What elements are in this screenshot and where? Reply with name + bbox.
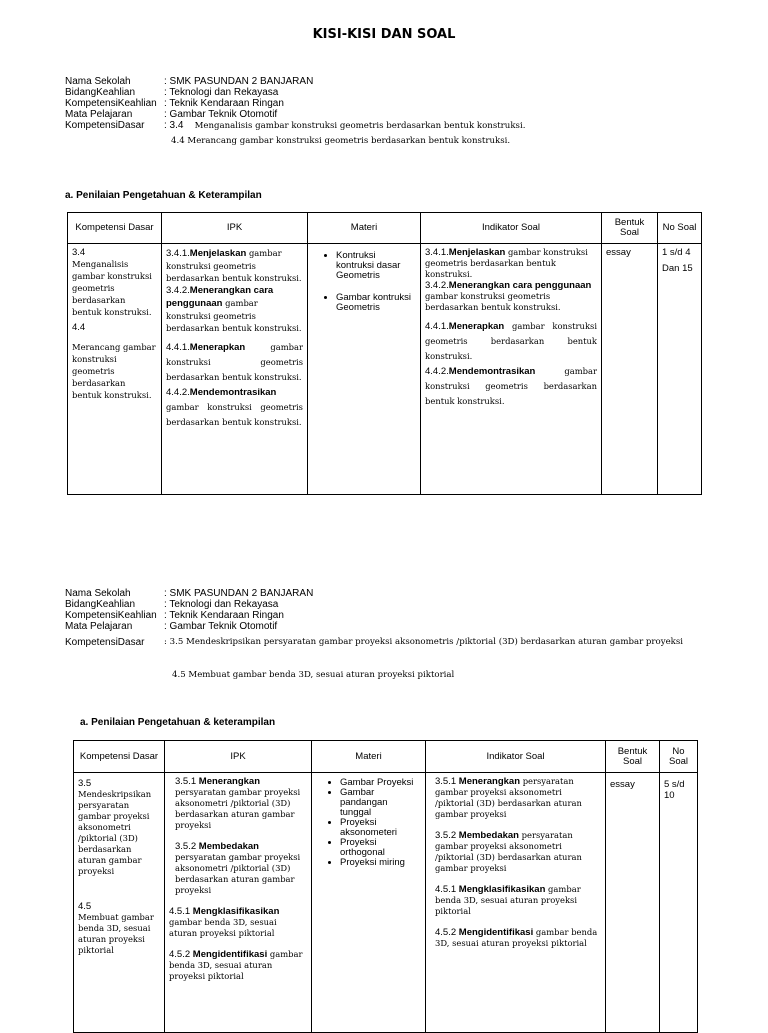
section-heading-1: a. Penilaian Pengetahuan & Keterampilan bbox=[65, 190, 262, 201]
header-materi: Materi bbox=[312, 741, 426, 773]
bentuk-cell bbox=[602, 244, 658, 495]
kd-code: 3.4 bbox=[72, 247, 86, 258]
ipk-item: 4.5.1 Mengklasifikasikan gambar benda 3D, sesuai aturan proyeksi piktorial bbox=[169, 906, 280, 938]
materi-item: • Proyeksi aksonometeri bbox=[340, 818, 421, 838]
info-label: BidangKeahlian bbox=[65, 599, 136, 610]
indikator-cell bbox=[421, 244, 602, 495]
kd-text: Merancang gambar konstruksi geometris berdasarkan bentuk konstruksi. bbox=[72, 342, 156, 400]
info-label: Mata Pelajaran bbox=[65, 621, 133, 632]
materi-cell bbox=[312, 773, 426, 1033]
materi-item: • Proyeksi orthogonal bbox=[340, 838, 421, 858]
header-materi: Materi bbox=[308, 213, 421, 244]
school-info-2 bbox=[65, 588, 705, 648]
no-soal: 1 s/d 4 bbox=[662, 247, 691, 258]
materi-cell bbox=[308, 244, 421, 495]
ipk-item: 4.5.2 Mengidentifikasi gambar benda 3D, sesuai aturan proyeksi piktorial bbox=[169, 949, 303, 981]
kd-label: KompetensiDasar bbox=[65, 637, 145, 648]
header-indikator: Indikator Soal bbox=[421, 213, 602, 244]
info-value: : Gambar Teknik Otomotif bbox=[164, 109, 278, 120]
kd-label: KompetensiDasar bbox=[65, 120, 145, 131]
bentuk-soal: essay bbox=[606, 247, 631, 258]
materi-item: • Kontruksi kontruksi dasar Geometris bbox=[336, 251, 416, 281]
no-cell bbox=[660, 773, 698, 1033]
info-label: KompetensiKeahlian bbox=[65, 98, 157, 109]
header-ipk: IPK bbox=[162, 213, 308, 244]
indikator-item: 4.4.1.Menerapkan gambar konstruksi geometris berdasarkan bentuk konstruksi. bbox=[425, 321, 597, 361]
info-value: : SMK PASUNDAN 2 BANJARAN bbox=[164, 588, 314, 599]
indikator-cell bbox=[426, 773, 606, 1033]
header-no: No Soal bbox=[658, 213, 702, 244]
kd-text: Mendeskripsikan persyaratan gambar proyeksi aksonometri /piktorial (3D) berdasarkan aturan gambar proyeksi bbox=[78, 789, 152, 876]
kd-cell bbox=[68, 244, 162, 495]
indikator-item: 3.4.2.Menerangkan cara penggunaan gambar konstruksi geometris berdasarkan bentuk konstruksi. bbox=[425, 280, 592, 312]
indikator-item: 3.4.1.Menjelaskan gambar konstruksi geometris berdasarkan bentuk konstruksi. bbox=[425, 247, 588, 279]
materi-item: • Gambar pandangan tunggal bbox=[340, 788, 421, 818]
indikator-item: 3.5.2 Membedakan persyaratan gambar proyeksi aksonometri /piktorial (3D) berdasarkan aturan gambar proyeksi bbox=[435, 830, 582, 873]
kisi-table-2 bbox=[73, 740, 698, 1033]
info-label: Nama Sekolah bbox=[65, 76, 131, 87]
no-soal: 5 s/d bbox=[664, 779, 685, 790]
info-value: : Teknologi dan Rekayasa bbox=[164, 599, 279, 610]
kd-line-1: : 3.5 Mendeskripsikan persyaratan gambar proyeksi aksonometris /piktorial (3D) berdasarkan aturan gambar proyeksi bbox=[164, 637, 684, 647]
info-label: Nama Sekolah bbox=[65, 588, 131, 599]
ipk-item: 4.4.1.Menerapkan gambar konstruksi geometris berdasarkan bentuk konstruksi. bbox=[166, 342, 303, 382]
kd-code: 4.5 bbox=[78, 901, 92, 912]
indikator-item: 3.5.1 Menerangkan persyaratan gambar proyeksi aksonometri /piktorial (3D) berdasarkan aturan gambar proyeksi bbox=[435, 776, 582, 819]
info-value: : SMK PASUNDAN 2 BANJARAN bbox=[164, 76, 314, 87]
header-kd: Kompetensi Dasar bbox=[74, 741, 165, 773]
no-cell bbox=[658, 244, 702, 495]
kd-text: Menganalisis gambar konstruksi geometris berdasarkan bentuk konstruksi. bbox=[72, 259, 152, 317]
ipk-item: 3.5.1 Menerangkan persyaratan gambar proyeksi aksonometri /piktorial (3D) berdasarkan aturan gambar proyeksi bbox=[175, 776, 301, 830]
info-value: : Teknologi dan Rekayasa bbox=[164, 87, 279, 98]
materi-item: • Gambar Proyeksi bbox=[340, 778, 421, 788]
kisi-table-1 bbox=[67, 212, 702, 495]
info-label: Mata Pelajaran bbox=[65, 109, 133, 120]
materi-item: • Gambar kontruksi Geometris bbox=[336, 293, 416, 313]
header-indikator: Indikator Soal bbox=[426, 741, 606, 773]
header-no: No Soal bbox=[660, 741, 698, 773]
school-info-1 bbox=[65, 76, 705, 132]
kd-colon: : 3.4 bbox=[164, 120, 184, 131]
bentuk-soal: essay bbox=[610, 779, 635, 790]
header-ipk: IPK bbox=[165, 741, 312, 773]
ipk-item: 3.4.2.Menerangkan cara penggunaan gambar konstruksi geometris berdasarkan bentuk konstruksi. bbox=[166, 285, 302, 333]
info-label: KompetensiKeahlian bbox=[65, 610, 157, 621]
info-value: : Teknik Kendaraan Ringan bbox=[164, 98, 284, 109]
bentuk-cell bbox=[606, 773, 660, 1033]
ipk-cell bbox=[165, 773, 312, 1033]
ipk-item: 4.4.2.Mendemontrasikan gambar konstruksi geometris berdasarkan bentuk konstruksi. bbox=[166, 387, 303, 427]
kd-text: Membuat gambar benda 3D, sesuai aturan proyeksi piktorial bbox=[78, 912, 154, 955]
ipk-item: 3.4.1.Menjelaskan gambar konstruksi geometris berdasarkan bentuk konstruksi. bbox=[166, 248, 302, 283]
kd-line-2: 4.4 Merancang gambar konstruksi geometris berdasarkan bentuk konstruksi. bbox=[171, 136, 511, 146]
indikator-item: 4.5.1 Mengklasifikasikan gambar benda 3D, sesuai aturan proyeksi piktorial bbox=[435, 884, 581, 916]
no-soal: Dan 15 bbox=[662, 263, 693, 274]
header-kd: Kompetensi Dasar bbox=[68, 213, 162, 244]
indikator-item: 4.5.2 Mengidentifikasi gambar benda 3D, sesuai aturan proyeksi piktorial bbox=[435, 927, 598, 948]
section-heading-2: a. Penilaian Pengetahuan & keterampilan bbox=[80, 717, 276, 728]
info-label: BidangKeahlian bbox=[65, 87, 136, 98]
kd-code: 4.4 bbox=[72, 322, 86, 333]
materi-item: • Proyeksi miring bbox=[340, 858, 421, 868]
page-title: KISI-KISI DAN SOAL bbox=[312, 27, 456, 42]
kd-code: 3.5 bbox=[78, 778, 92, 789]
no-soal: 10 bbox=[664, 790, 675, 801]
info-value: : Gambar Teknik Otomotif bbox=[164, 621, 278, 632]
kd-line-1: Menganalisis gambar konstruksi geometris berdasarkan bentuk konstruksi. bbox=[194, 121, 526, 131]
indikator-item: 4.4.2.Mendemontrasikan gambar konstruksi geometris berdasarkan bentuk konstruksi. bbox=[425, 366, 597, 406]
ipk-item: 3.5.2 Membedakan persyaratan gambar proyeksi aksonometri /piktorial (3D) berdasarkan aturan gambar proyeksi bbox=[175, 841, 301, 895]
info-value: : Teknik Kendaraan Ringan bbox=[164, 610, 284, 621]
kd-cell bbox=[74, 773, 165, 1033]
ipk-cell bbox=[162, 244, 308, 495]
header-bentuk: Bentuk Soal bbox=[606, 741, 660, 773]
header-bentuk: Bentuk Soal bbox=[602, 213, 658, 244]
kd-line-2: 4.5 Membuat gambar benda 3D, sesuai aturan proyeksi piktorial bbox=[172, 670, 455, 680]
